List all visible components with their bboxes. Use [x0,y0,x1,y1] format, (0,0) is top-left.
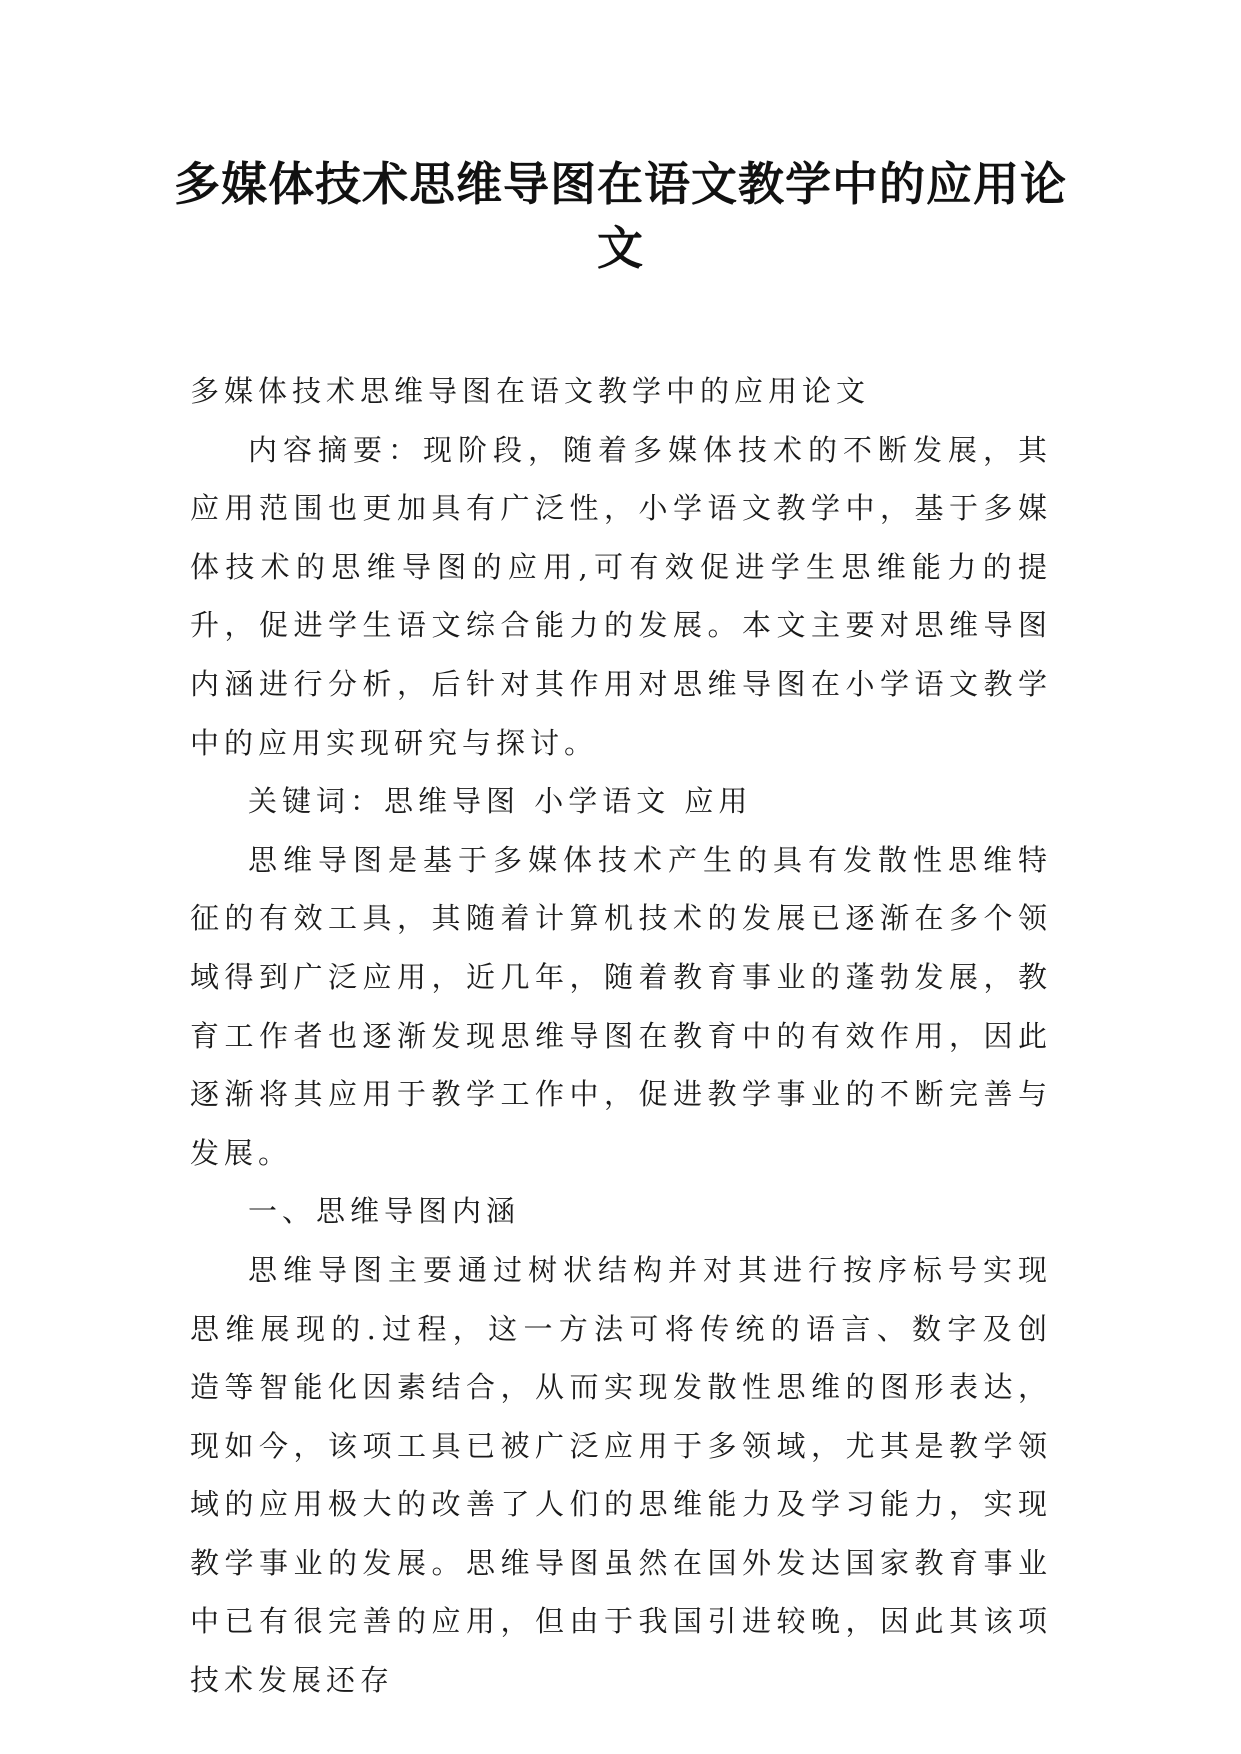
document-title: 多媒体技术思维导图在语文教学中的应用论文 [174,157,1067,275]
section-heading: 一、思维导图内涵 [248,1194,521,1229]
document-body [190,362,1052,1710]
abstract-paragraph: 内容摘要：现阶段，随着多媒体技术的不断发展，其应用范围也更加具有广泛性，小学语文教学中，基于多媒体技术的思维导图的应用,可有效促进学生思维能力的提升，促进学生语文综合能力的发展。本文主要对思维导图内涵进行分析，后针对其作用对思维导图在小学语文教学中的应用实现研究与探讨。 [190,432,1052,760]
section-paragraph: 思维导图主要通过树状结构并对其进行按序标号实现思维展现的.过程，这一方法可将传统的语言、数字及创造等智能化因素结合，从而实现发散性思维的图形表达，现如今，该项工具已被广泛应用于多领域，尤其是教学领域的应用极大的改善了人们的思维能力及学习能力，实现教学事业的发展。思维导图虽然在国外发达国家教育事业中已有很完善的应用，但由于我国引进较晚，因此其该项技术发展还存 [190,1252,1052,1698]
intro-paragraph: 思维导图是基于多媒体技术产生的具有发散性思维特征的有效工具，其随着计算机技术的发展已逐渐在多个领域得到广泛应用，近几年，随着教育事业的蓬勃发展，教育工作者也逐渐发现思维导图在教育中的有效作用，因此逐渐将其应用于教学工作中，促进教学事业的不断完善与发展。 [190,842,1052,1170]
subtitle-paragraph: 多媒体技术思维导图在语文教学中的应用论文 [190,374,871,408]
keywords-paragraph: 关键词：思维导图 小学语文 应用 [248,784,753,819]
